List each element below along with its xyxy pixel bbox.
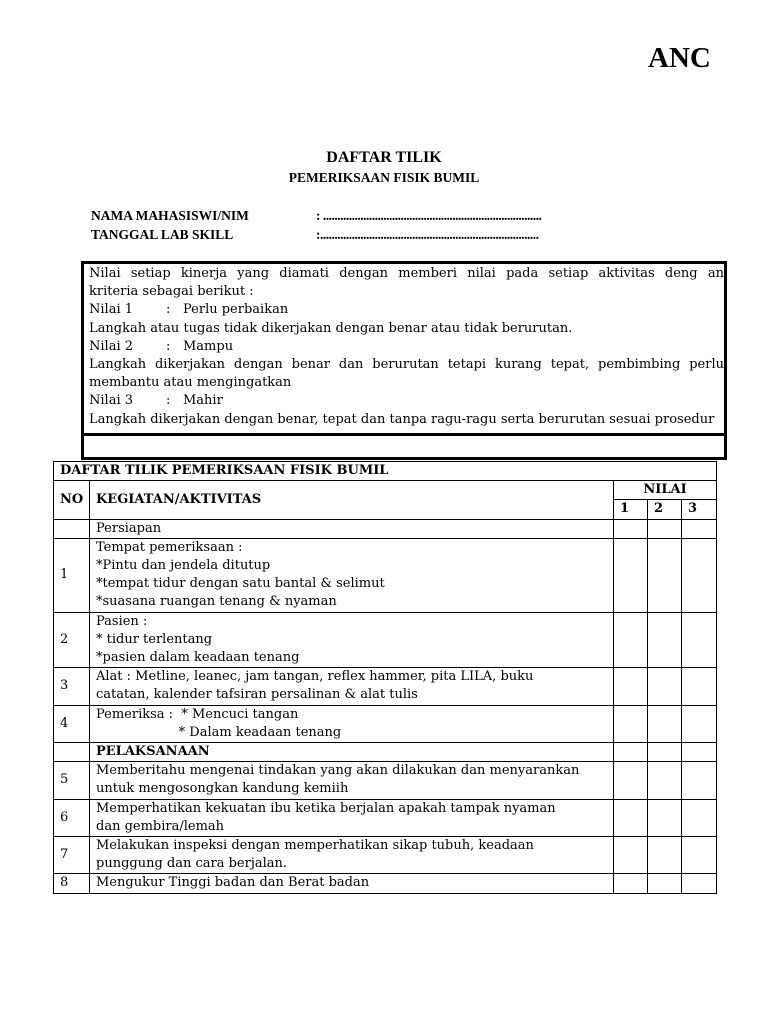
activity-line: *pasien dalam keadaan tenang [96,650,300,666]
activity-line: * Dalam keadaan tenang [96,724,342,740]
document-title: DAFTAR TILIK [326,149,442,166]
criteria-intro-line: kriteria sebagai berikut : [89,284,254,300]
activity-cell [90,538,614,612]
column-header-no: NO [54,481,90,519]
document-subtitle: PEMERIKSAAN FISIK BUMIL [288,170,480,185]
score-cell[interactable] [648,612,682,668]
activity-line: * tidur terlentang [96,631,213,647]
level-description: Langkah dikerjakan dengan benar dan berurutan tetapi kurang tepat, pembimbing perlu [89,357,724,373]
table-row [54,837,717,874]
score-cell[interactable] [614,743,648,762]
score-cell[interactable] [614,538,648,612]
level-colon: : [166,338,171,354]
activity-cell [90,705,614,742]
score-cell[interactable] [648,705,682,742]
row-number: 6 [54,799,90,836]
checklist-table [53,461,717,894]
score-cell[interactable] [614,519,648,538]
level-description: Langkah dikerjakan dengan benar, tepat dan tanpa ragu-ragu serta berurutan sesuai prosedur [89,411,715,427]
score-cell[interactable] [614,837,648,874]
row-number: 2 [54,612,90,668]
activity-line: *Pintu dan jendela ditutup [96,558,271,574]
score-cell[interactable] [648,837,682,874]
score-cell[interactable] [614,612,648,668]
score-cell[interactable] [682,705,717,742]
row-number: 8 [54,874,90,893]
activity-line: Memperhatikan kekuatan ibu ketika berjalan apakah tampak nyaman [96,800,556,816]
score-cell[interactable] [682,874,717,893]
score-cell[interactable] [682,538,717,612]
score-cell[interactable] [614,705,648,742]
score-cell[interactable] [614,874,648,893]
activity-line: Pemeriksa : * Mencuci tangan [96,706,299,722]
score-cell[interactable] [648,538,682,612]
score-column-2: 2 [648,500,682,519]
criteria-level-2 [89,338,724,356]
row-number: 1 [54,538,90,612]
activity-line: untuk mengosongkan kandung kemiih [96,781,349,797]
score-column-3: 3 [682,500,717,519]
criteria-level-1 [89,301,724,319]
score-cell[interactable] [614,762,648,799]
level-name: Mahir [183,393,223,409]
level-name: Perlu perbaikan [183,302,289,318]
criteria-divider [84,433,724,436]
lab-date-label: TANGGAL LAB SKILL [91,227,234,242]
activity-line: catatan, kalender tafsiran persalinan & alat tulis [96,687,418,703]
criteria-text [89,265,724,429]
activity-cell [90,612,614,668]
student-name-label: NAMA MAHASISWI/NIM [91,208,249,223]
activity-cell [90,668,614,705]
score-cell[interactable] [648,799,682,836]
level-key: Nilai 2 [89,338,134,354]
level-description: membantu atau mengingatkan [89,375,292,391]
level-key: Nilai 1 [89,302,134,318]
column-header-score: NILAI [614,481,717,500]
score-cell[interactable] [682,762,717,799]
score-cell[interactable] [682,612,717,668]
row-number: 4 [54,705,90,742]
row-number: 7 [54,837,90,874]
score-cell[interactable] [682,668,717,705]
table-row [54,762,717,799]
activity-line: Melakukan inspeksi dengan memperhatikan sikap tubuh, keadaan [96,838,534,854]
level-key: Nilai 3 [89,393,134,409]
score-cell[interactable] [648,668,682,705]
score-cell[interactable] [682,837,717,874]
table-row [54,668,717,705]
row-number: 3 [54,668,90,705]
score-cell[interactable] [682,519,717,538]
criteria-level-3 [89,392,724,410]
section-no-cell [54,519,90,538]
section-no-cell [54,743,90,762]
score-cell[interactable] [682,743,717,762]
activity-cell [90,799,614,836]
score-cell[interactable] [614,668,648,705]
score-cell[interactable] [648,519,682,538]
table-caption: DAFTAR TILIK PEMERIKSAAN FISIK BUMIL [54,462,717,481]
level-colon: : [166,393,171,409]
level-colon: : [166,302,171,318]
activity-cell [90,874,614,893]
table-row [54,538,717,612]
criteria-intro-line: Nilai setiap kinerja yang diamati dengan memberi nilai pada setiap aktivitas deng an [89,266,724,281]
activity-line: punggung dan cara berjalan. [96,856,288,872]
column-header-activity: KEGIATAN/AKTIVITAS [90,481,614,519]
document-code-label: ANC [648,42,711,74]
row-number: 5 [54,762,90,799]
student-name-field: : ............................................................................ [316,208,542,223]
activity-line: Mengukur Tinggi badan dan Berat badan [96,875,370,891]
activity-line: *tempat tidur dengan satu bantal & selimut [96,576,385,592]
section-persiapan: Persiapan [90,519,614,538]
activity-line: dan gembira/lemah [96,818,225,834]
score-cell[interactable] [648,743,682,762]
activity-line: Tempat pemeriksaan : [96,539,243,555]
table-row [54,705,717,742]
score-cell[interactable] [682,799,717,836]
activity-line: *suasana ruangan tenang & nyaman [96,594,337,610]
activity-cell [90,762,614,799]
activity-line: Alat : Metline, leanec, jam tangan, reflex hammer, pita LILA, buku [96,669,534,685]
table-row [54,874,717,893]
activity-line: Pasien : [96,613,148,629]
activity-cell [90,837,614,874]
level-name: Mampu [183,338,234,354]
score-cell[interactable] [648,762,682,799]
score-column-1: 1 [614,500,648,519]
table-row [54,612,717,668]
level-description: Langkah atau tugas tidak dikerjakan dengan benar atau tidak berurutan. [89,320,573,336]
score-cell[interactable] [614,799,648,836]
table-row [54,799,717,836]
lab-date-field: :............................................................................ [316,227,539,242]
activity-line: Memberitahu mengenai tindakan yang akan dilakukan dan menyarankan [96,763,580,779]
section-pelaksanaan: PELAKSANAAN [90,743,614,762]
score-cell[interactable] [648,874,682,893]
